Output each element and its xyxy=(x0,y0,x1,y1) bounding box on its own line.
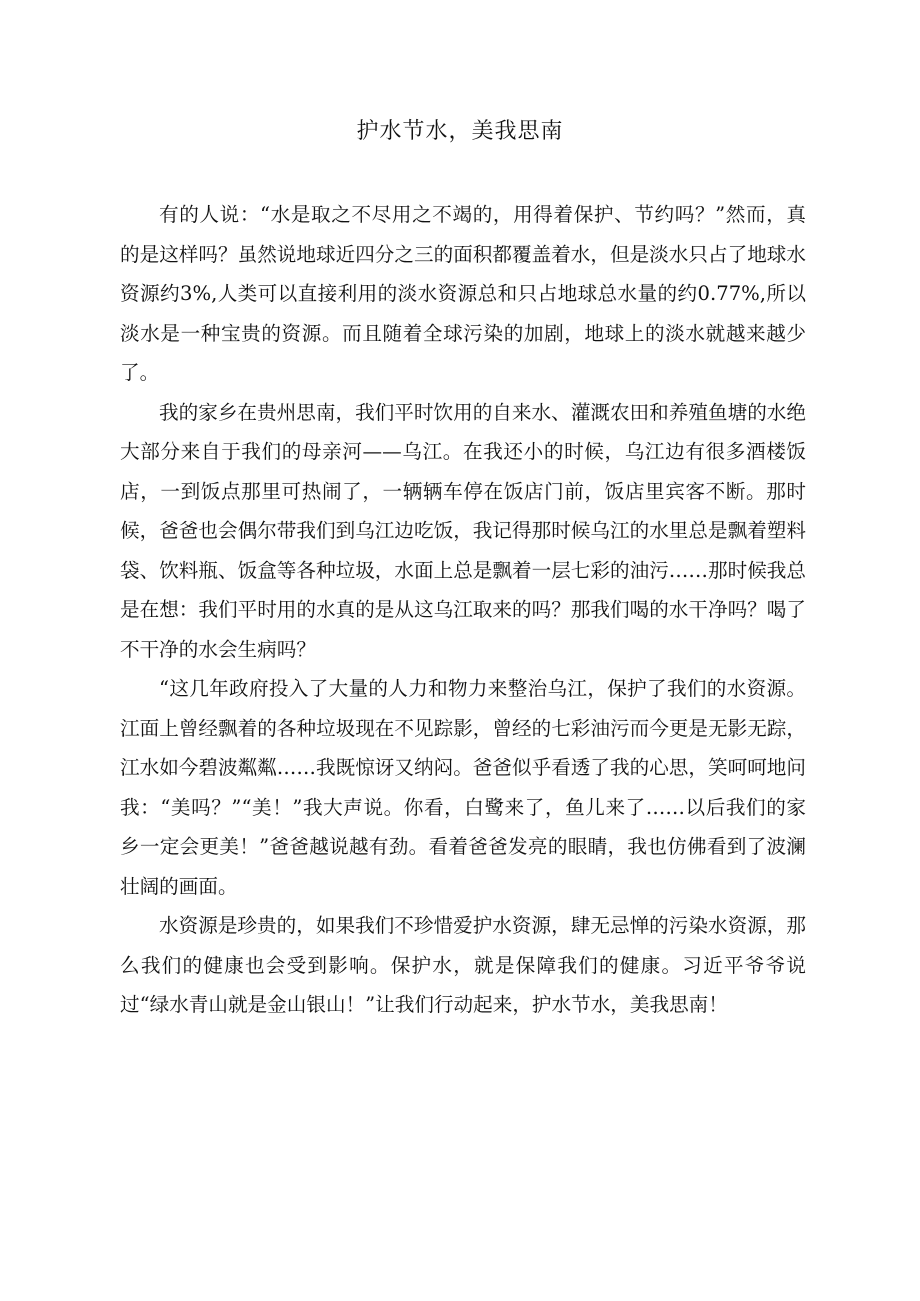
paragraph-1: 有的人说：“水是取之不尽用之不竭的，用得着保护、节约吗？”然而，真的是这样吗？虽然说地球近四分之三的面积都覆盖着水，但是淡水只占了地球水资源约3%,人类可以直接利用的淡水资源总和只占地球总水量的约0.77%,所以淡水是一种宝贵的资源。而且随着全球污染的加剧，地球上的淡水就越来越少了。 xyxy=(120,203,806,384)
document-body xyxy=(120,195,806,1025)
paragraph-3: “这几年政府投入了大量的人力和物力来整治乌江，保护了我们的水资源。江面上曾经飘着的各种垃圾现在不见踪影，曾经的七彩油污而今更是无影无踪，江水如今碧波粼粼……我既惊讶又纳闷。爸爸似乎看透了我的心思，笑呵呵地问我：“美吗？”“美！”我大声说。你看，白鹭来了，鱼儿来了……以后我们的家乡一定会更美！”爸爸越说越有劲。看着爸爸发亮的眼睛，我也仿佛看到了波澜壮阔的画面。 xyxy=(120,677,806,898)
paragraph-2: 我的家乡在贵州思南，我们平时饮用的自来水、灌溉农田和养殖鱼塘的水绝大部分来自于我们的母亲河——乌江。在我还小的时候，乌江边有很多酒楼饭店，一到饭点那里可热闹了，一辆辆车停在饭店门前，饭店里宾客不断。那时候，爸爸也会偶尔带我们到乌江边吃饭，我记得那时候乌江的水里总是飘着塑料袋、饮料瓶、饭盒等各种垃圾，水面上总是飘着一层七彩的油污……那时候我总是在想：我们平时用的水真的是从这乌江取来的吗？那我们喝的水干净吗？喝了不干净的水会生病吗？ xyxy=(120,400,806,661)
document-title: 护水节水，美我思南 xyxy=(356,119,564,144)
paragraph-4: 水资源是珍贵的，如果我们不珍惜爱护水资源，肆无忌惮的污染水资源，那么我们的健康也会受到影响。保护水，就是保障我们的健康。习近平爷爷说过“绿水青山就是金山银山！”让我们行动起来，护水节水，美我思南！ xyxy=(120,914,806,1016)
